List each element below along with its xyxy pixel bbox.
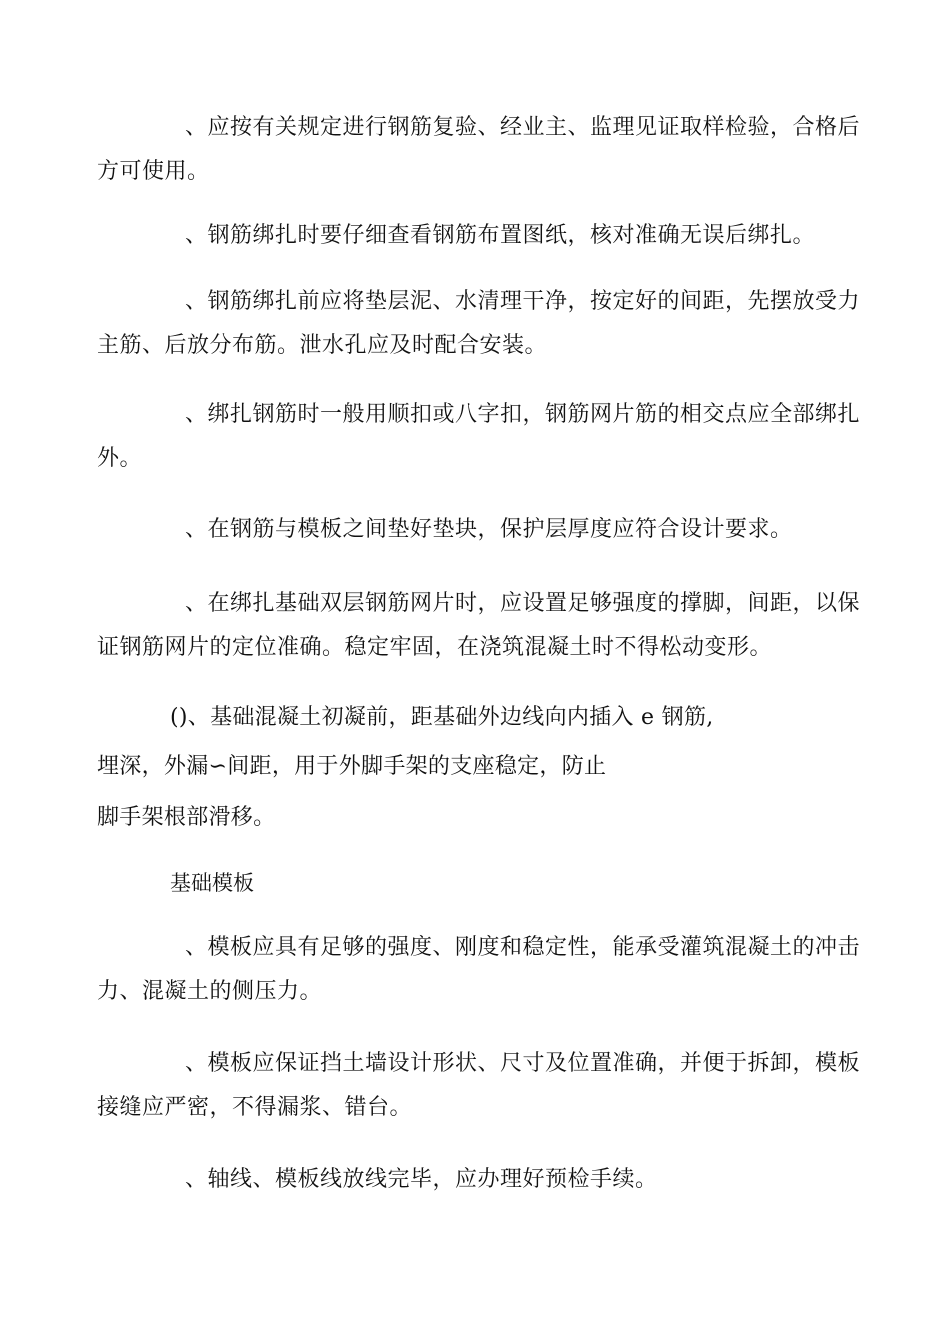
section-heading: 基础模板 xyxy=(170,871,254,895)
section-paragraph-3: 、轴线、模板线放线完毕，应办理好预检手续。 xyxy=(185,1167,658,1192)
paragraph-1: 、应按有关规定进行钢筋复验、经业主、监理见证取样检验，合格后方可使用。 xyxy=(97,115,861,184)
special-line-2: 埋深，外漏∽间距，用于外脚手架的支座稳定，防止 xyxy=(97,754,607,779)
paragraph-6: 、在绑扎基础双层钢筋网片时，应设置足够强度的撑脚，间距，以保证钢筋网片的定位准确。稳定牢固，在浇筑混凝土时不得松动变形。 xyxy=(97,591,861,660)
paragraph-5: 、在钢筋与模板之间垫好垫块，保护层厚度应符合设计要求。 xyxy=(185,517,793,542)
section-paragraph-2: 、模板应保证挡土墙设计形状、尺寸及位置准确，并便于拆卸，模板接缝应严密，不得漏浆、错台。 xyxy=(97,1051,861,1120)
paragraph-3: 、钢筋绑扎前应将垫层泥、水清理干净，按定好的间距，先摆放受力主筋、后放分布筋。泄水孔应及时配合安装。 xyxy=(97,289,861,358)
paragraph-2: 、钢筋绑扎时要仔细查看钢筋布置图纸，核对准确无误后绑扎。 xyxy=(185,223,816,248)
special-line-1: ()、基础混凝土初凝前，距基础外边线向内插入 e 钢筋, xyxy=(170,705,714,730)
section-paragraph-1: 、模板应具有足够的强度、刚度和稳定性，能承受灌筑混凝土的冲击力、混凝土的侧压力。 xyxy=(97,935,861,1004)
special-line-3: 脚手架根部滑移。 xyxy=(97,805,276,830)
paragraph-4: 、绑扎钢筋时一般用顺扣或八字扣，钢筋网片筋的相交点应全部绑扎外。 xyxy=(97,402,861,471)
